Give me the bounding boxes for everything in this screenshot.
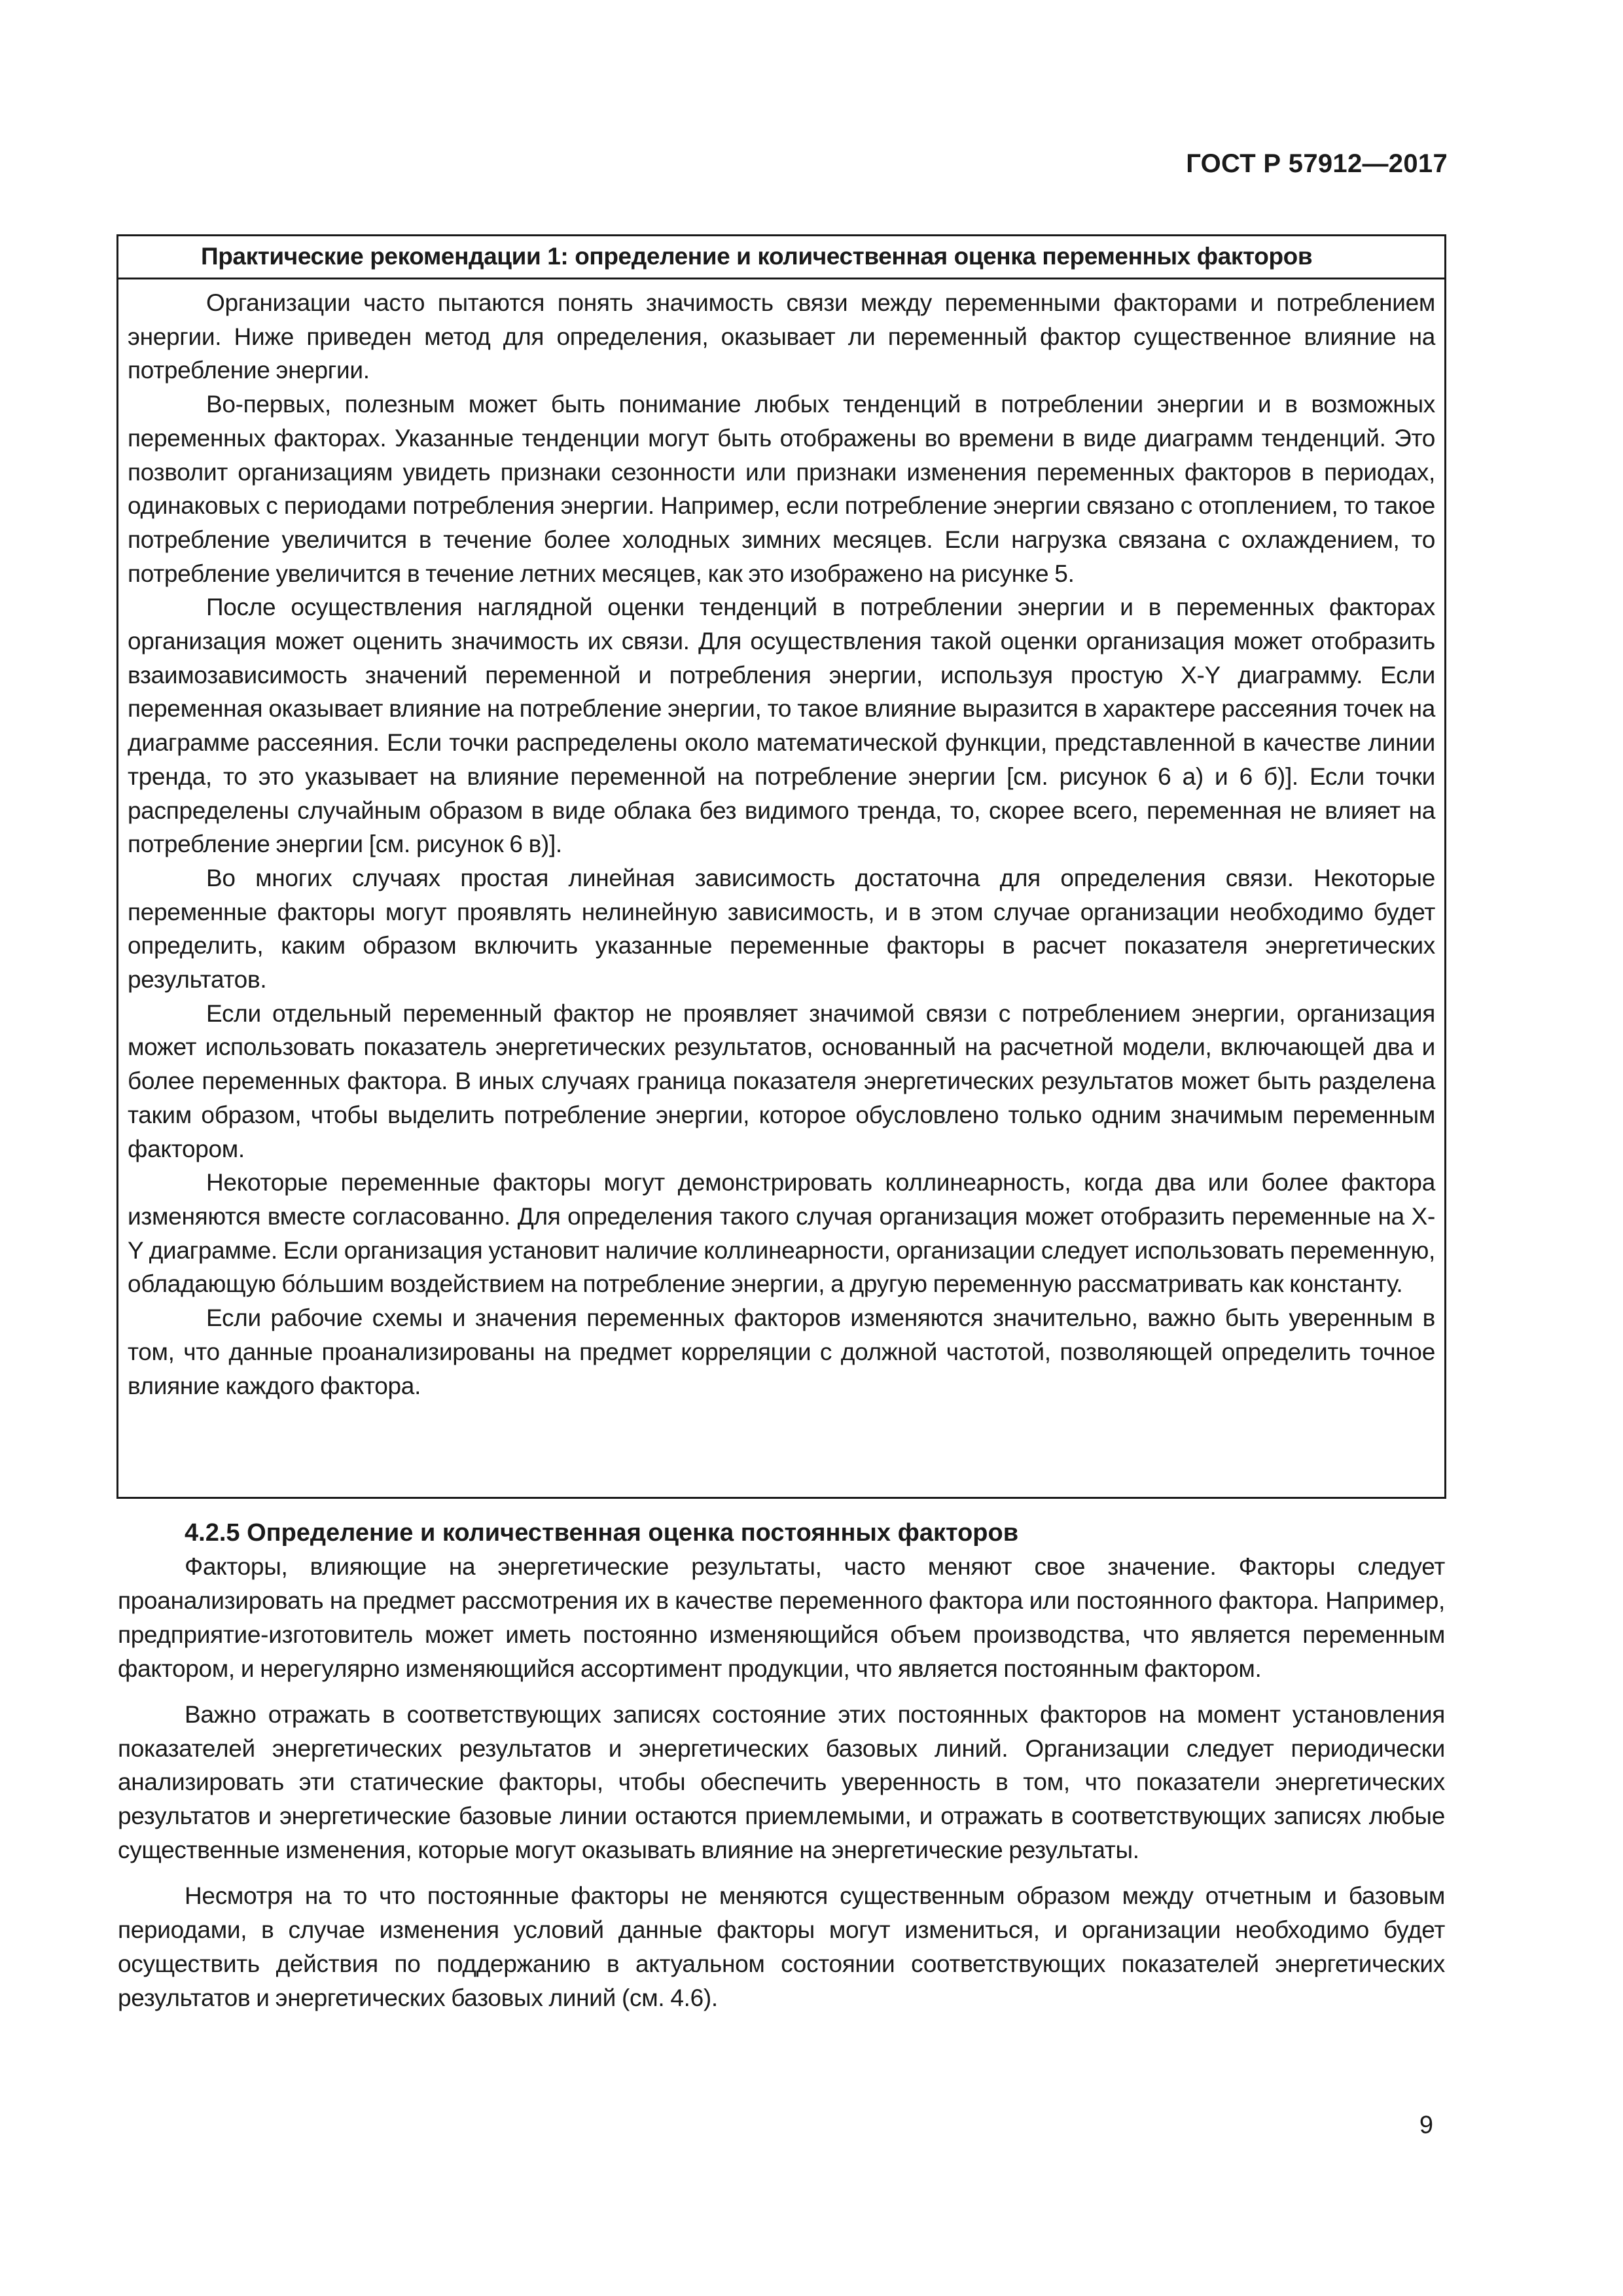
paragraph: Некоторые переменные факторы могут демонстрировать коллинеарность, когда два или более фактора изменяются вместе согласованно. Для определения такого случая организация может отобразить переменные на X-Y диаграмме. Если организация установит наличие коллинеарности, организации следует использовать переменную, обладающую бо́льшим воздействием на потребление энергии, а другую переменную рассматривать как константу. [128,1169,1435,1298]
paragraph: Если рабочие схемы и значения переменных факторов изменяются значительно, важно быть уверенным в том, что данные проанализированы на предмет корреляции с должной частотой, позволяющей определить точное влияние каждого фактора. [128,1304,1435,1399]
page-number: 9 [1419,2111,1433,2139]
recommendation-title: Практические рекомендации 1: определение и количественная оценка переменных факторов [118,236,1444,279]
document-code: ГОСТ Р 57912—2017 [1186,149,1448,178]
paragraph: После осуществления наглядной оценки тенденций в потреблении энергии и в переменных факторах организация может оценить значимость их связи. Для осуществления такой оценки организация может отобразить взаимозависимость значений переменной и потребления энергии, используя простую X-Y диаграмму. Если переменная оказывает влияние на потребление энергии, то такое влияние выразится в характере рассеяния точек на диаграмме рассеяния. Если точки распределены около математической функции, представленной в качестве линии тренда, то это указывает на влияние переменной на потребление энергии [см. рисунок 6 а) и 6 б)]. Если точки распределены случайным образом в виде облака без видимого тренда, то, скорее всего, переменная не влияет на потребление энергии [см. рисунок 6 в)]. [128,594,1435,858]
paragraph: Важно отражать в соответствующих записях состояние этих постоянных факторов на момент установления показателей энергетических результатов и энергетических базовых линий. Организации следует периодически анализировать эти статические факторы, чтобы обеспечить уверенность в том, что показатели энергетических результатов и энергетические базовые линии остаются приемлемыми, и отражать в соответствующих записях любые существенные изменения, которые могут оказывать влияние на энергетические результаты. [118,1700,1445,1864]
section-4-2-5 [118,1516,1445,2015]
paragraph: Во-первых, полезным может быть понимание любых тенденций в потреблении энергии и в возможных переменных факторах. Указанные тенденции могут быть отображены во времени в виде диаграмм тенденций. Это позволит организациям увидеть признаки сезонности или признаки изменения переменных факторов в периодах, одинаковых с периодами потребления энергии. Например, если потребление энергии связано с отоплением, то такое потребление увеличится в течение более холодных зимних месяцев. Если нагрузка связана с охлаждением, то потребление увеличится в течение летних месяцев, как это изображено на рисунке 5. [128,391,1435,587]
paragraph: Во многих случаях простая линейная зависимость достаточна для определения связи. Некоторые переменные факторы могут проявлять нелинейную зависимость, и в этом случае организации необходимо будет определить, каким образом включить указанные переменные факторы в расчет показателя энергетических результатов. [128,864,1435,994]
recommendation-box [116,234,1446,1499]
section-heading: 4.2.5 Определение и количественная оценка постоянных факторов [185,1519,1019,1547]
paragraph: Если отдельный переменный фактор не проявляет значимой связи с потреблением энергии, организация может использовать показатель энергетических результатов, основанный на расчетной модели, включающей два и более переменных фактора. В иных случаях граница показателя энергетических результатов может быть разделена таким образом, чтобы выделить потребление энергии, которое обусловлено только одним значимым переменным фактором. [128,999,1435,1162]
paragraph: Организации часто пытаются понять значимость связи между переменными факторами и потреблением энергии. Ниже приведен метод для определения, оказывает ли переменный фактор существенное влияние на потребление энергии. [128,289,1435,384]
recommendation-body [118,279,1444,1403]
paragraph: Факторы, влияющие на энергетические результаты, часто меняют свое значение. Факторы следует проанализировать на предмет рассмотрения их в качестве переменного фактора или постоянного фактора. Например, предприятие-изготовитель может иметь постоянно изменяющийся объем производства, что является переменным фактором, и нерегулярно изменяющийся ассортимент продукции, что является постоянным фактором. [118,1553,1445,1682]
paragraph: Несмотря на то что постоянные факторы не меняются существенным образом между отчетным и базовым периодами, в случае изменения условий данные факторы могут измениться, и организации необходимо будет осуществить действия по поддержанию в актуальном состоянии соответствующих показателей энергетических результатов и энергетических базовых линий (см. 4.6). [118,1882,1445,2011]
